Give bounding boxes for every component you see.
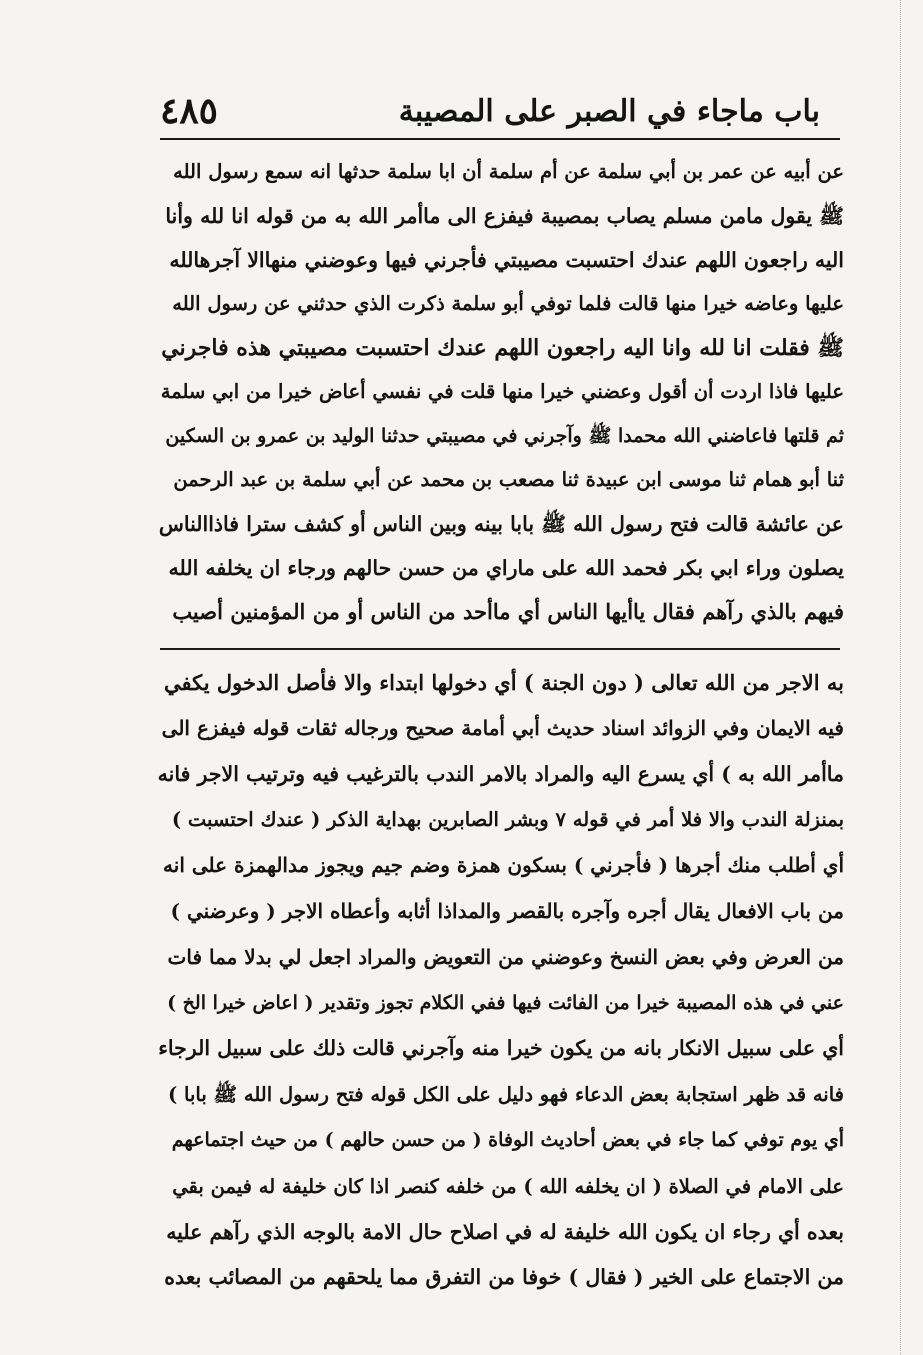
commentary-line: أي على سبيل الانكار بانه من يكون خيرا منه وآجرني قالت ذلك على سبيل الرجاء <box>158 1036 844 1061</box>
commentary-line: على الامام في الصلاة ( ان يخلفه الله ) من خلفه كنصر اذا كان خليفة له فيمن بقي <box>172 1174 844 1198</box>
commentary-line: أي يوم توفي كما جاء في بعض أحاديث الوفاة ( من حسن حالهم ) من حيث اجتماعهم <box>171 1128 844 1151</box>
commentary-line: بعده أي رجاء ان يكون الله خليفة له في اصلاح حال الامة بالوجه الذي رآهم عليه <box>166 1219 844 1244</box>
page-number: ٤٨٥ <box>160 90 219 132</box>
commentary-line: ماأمر الله به ) أي يسرع اليه والمراد بالامر الندب بالترغيب فيه وترتيب الاجر فانه <box>158 761 844 786</box>
commentary-line: فيه الايمان وفي الزوائد اسناد حديث أبي أمامة صحيح ورجاله ثقات قوله فيفزع الى <box>161 715 844 740</box>
text-line: عليها وعاضه خيرا منها قالت فلما توفي أبو سلمة ذكرت الذي حدثني عن رسول الله <box>172 292 844 315</box>
commentary-line: من العرض وفي بعض النسخ وعوضني من التعويض والمراد اجعل لي بدلا مما فات <box>167 944 844 969</box>
commentary-line: بمنزلة الندب والا فلا أمر في قوله ٧ وبشر الصابرين بهداية الذكر ( عندك احتسبت ) <box>171 808 844 832</box>
page-edge <box>900 0 923 1355</box>
page-header <box>160 90 820 134</box>
text-line: ثم قلتها فاعاضني الله محمدا ﷺ وآجرني في مصيبتي حدثنا الوليد بن عمرو بن السكين <box>165 425 844 447</box>
header-rule <box>160 138 840 140</box>
text-line: عن أبيه عن عمر بن أبي سلمة عن أم سلمة أن ابا سلمة حدثها انه سمع رسول الله <box>173 160 844 183</box>
chapter-title: باب ماجاء في الصبر على المصيبة <box>398 94 820 129</box>
text-line: ﷺ يقول مامن مسلم يصاب بمصيبة فيفزع الى ماأمر الله به من قوله انا لله وأنا <box>165 204 844 228</box>
text-line: ﷺ فقلت انا لله وانا اليه راجعون اللهم عندك احتسبت مصيبتي هذه فاجرني <box>161 335 844 361</box>
commentary-separator <box>160 648 840 650</box>
commentary-text <box>158 660 844 1301</box>
text-line: يصلون وراء ابي بكر فحمد الله على ماراي من حسن حالهم ورجاء ان يخلفه الله <box>168 556 844 580</box>
commentary-line: أي أطلب منك أجرها ( فأجرني ) بسكون همزة وضم جيم ويجوز مدالهمزة على انه <box>163 853 844 878</box>
text-line: اليه راجعون اللهم عندك احتسبت مصيبتي فأجرني فيها وعوضني منهاالا آجرهالله <box>169 248 844 272</box>
commentary-line: من الاجتماع على الخير ( فقال ) خوفا من التفرق مما يلحقهم من المصائب بعده <box>164 1265 844 1290</box>
commentary-line: به الاجر من الله تعالى ( دون الجنة ) أي دخولها ابتداء والا فأصل الدخول يكفي <box>164 670 844 695</box>
commentary-line: من باب الافعال يقال أجره وآجره بالقصر والمداذا أثابه وأعطاه الاجر ( وعرضني ) <box>170 898 844 923</box>
text-line: ثنا أبو همام ثنا موسى ابن عبيدة ثنا مصعب بن محمد عن أبي سلمة بن عبد الرحمن <box>173 468 844 491</box>
text-line: عليها فاذا اردت أن أقول وعضني خيرا منها قلت في نفسي أعاض خيرا من ابي سلمة <box>160 380 844 403</box>
commentary-line: فانه قد ظهر استجابة بعض الدعاء فهو دليل على الكل قوله فتح رسول الله ﷺ بابا ) <box>168 1083 844 1107</box>
text-line: عن عائشة قالت فتح رسول الله ﷺ بابا بينه وبين الناس أو كشف سترا فاذاالناس <box>158 512 844 536</box>
hadith-text <box>158 150 844 634</box>
commentary-line: عني في هذه المصيبة خيرا من الفائت فيها ففي الكلام تجوز وتقدير ( اعاض خيرا الخ ) <box>167 991 844 1014</box>
text-line: فيهم بالذي رآهم فقال ياأيها الناس أي ماأحد من الناس أو من المؤمنين أصيب <box>172 599 844 624</box>
